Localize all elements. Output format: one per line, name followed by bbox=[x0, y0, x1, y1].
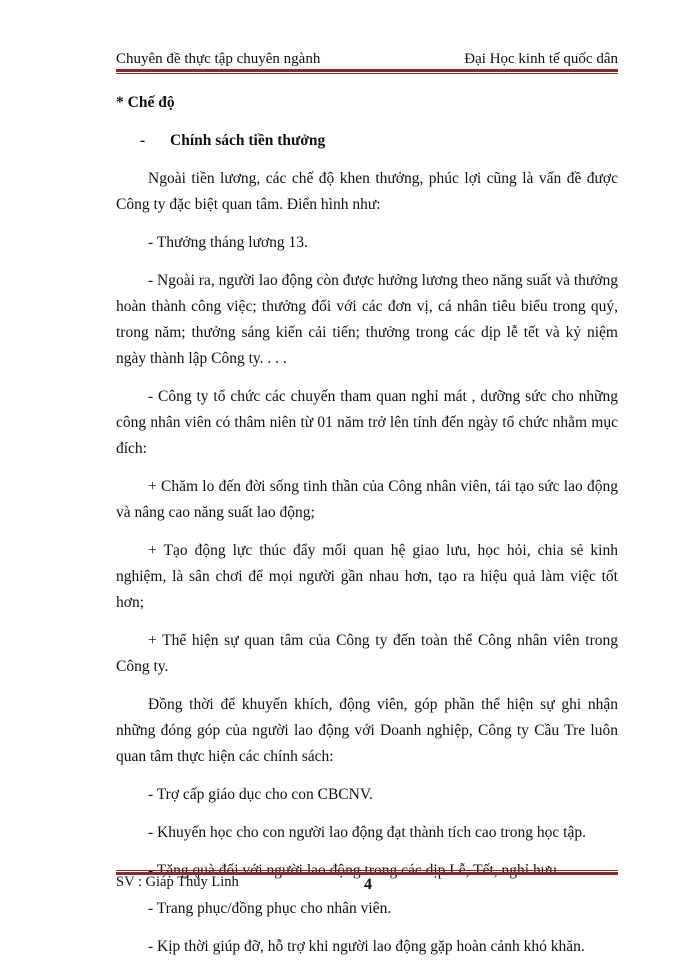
paragraph: - Kịp thời giúp đỡ, hỗ trợ khi người lao động gặp hoàn cảnh khó khăn. bbox=[148, 938, 585, 955]
paragraph: - Ngoài ra, người lao động còn được hưởng lương theo năng suất và thưởng hoàn thành công việc; thưởng đối với các đơn vị, cá nhân tiêu biểu trong quý, trong năm; thưởng sáng kiến cải tiến; thưởng trong các dịp lễ tết và kỷ niệm ngày thành lập Công ty. . . . bbox=[116, 272, 618, 367]
paragraph: - Trang phục/đồng phục cho nhân viên. bbox=[148, 900, 392, 917]
paragraph: - Trợ cấp giáo dục cho con CBCNV. bbox=[148, 786, 373, 803]
subsection-dash: - bbox=[140, 132, 146, 149]
header-left-title: Chuyên đề thực tập chuyên ngành bbox=[116, 51, 321, 67]
paragraph: - Thưởng tháng lương 13. bbox=[148, 234, 308, 251]
section-heading: * Chế độ bbox=[116, 94, 175, 111]
paragraph: - Công ty tổ chức các chuyến tham quan nghỉ mát , dưỡng sức cho những công nhân viên có thâm niên từ 01 năm trở lên tính đến ngày tổ chức nhằm mục đích: bbox=[116, 388, 618, 457]
page-footer bbox=[116, 874, 618, 898]
paragraph: + Thể hiện sự quan tâm của Công ty đến toàn thể Công nhân viên trong Công ty. bbox=[116, 632, 618, 675]
header-right-title: Đại Học kinh tế quốc dân bbox=[464, 51, 618, 67]
paragraph: + Tạo động lực thúc đẩy mối quan hệ giao lưu, học hỏi, chia sẻ kinh nghiệm, là sân chơi để mọi người gần nhau hơn, tạo ra hiệu quả làm việc tốt hơn; bbox=[116, 542, 618, 611]
header-rule bbox=[116, 69, 618, 74]
paragraph: Đồng thời để khuyến khích, động viên, góp phần thể hiện sự ghi nhận những đóng góp của người lao động với Doanh nghiệp, Công ty Cầu Tre luôn quan tâm thực hiện các chính sách: bbox=[116, 696, 618, 765]
paragraph: + Chăm lo đến đời sống tinh thần của Công nhân viên, tái tạo sức lao động và nâng cao năng suất lao động; bbox=[116, 478, 618, 521]
paragraph: - Khuyến học cho con người lao động đạt thành tích cao trong học tập. bbox=[148, 824, 586, 841]
document-body bbox=[116, 84, 618, 960]
footer-student-name: SV : Giáp Thùy Linh bbox=[116, 874, 239, 890]
page-header bbox=[116, 44, 618, 68]
subsection-title: Chính sách tiền thưởng bbox=[170, 132, 326, 149]
subsection-heading bbox=[116, 128, 618, 154]
paragraph: Ngoài tiền lương, các chế độ khen thưởng, phúc lợi cũng là vấn đề được Công ty đặc biệt quan tâm. Điển hình như: bbox=[116, 170, 618, 213]
page-number: 4 bbox=[364, 876, 372, 893]
